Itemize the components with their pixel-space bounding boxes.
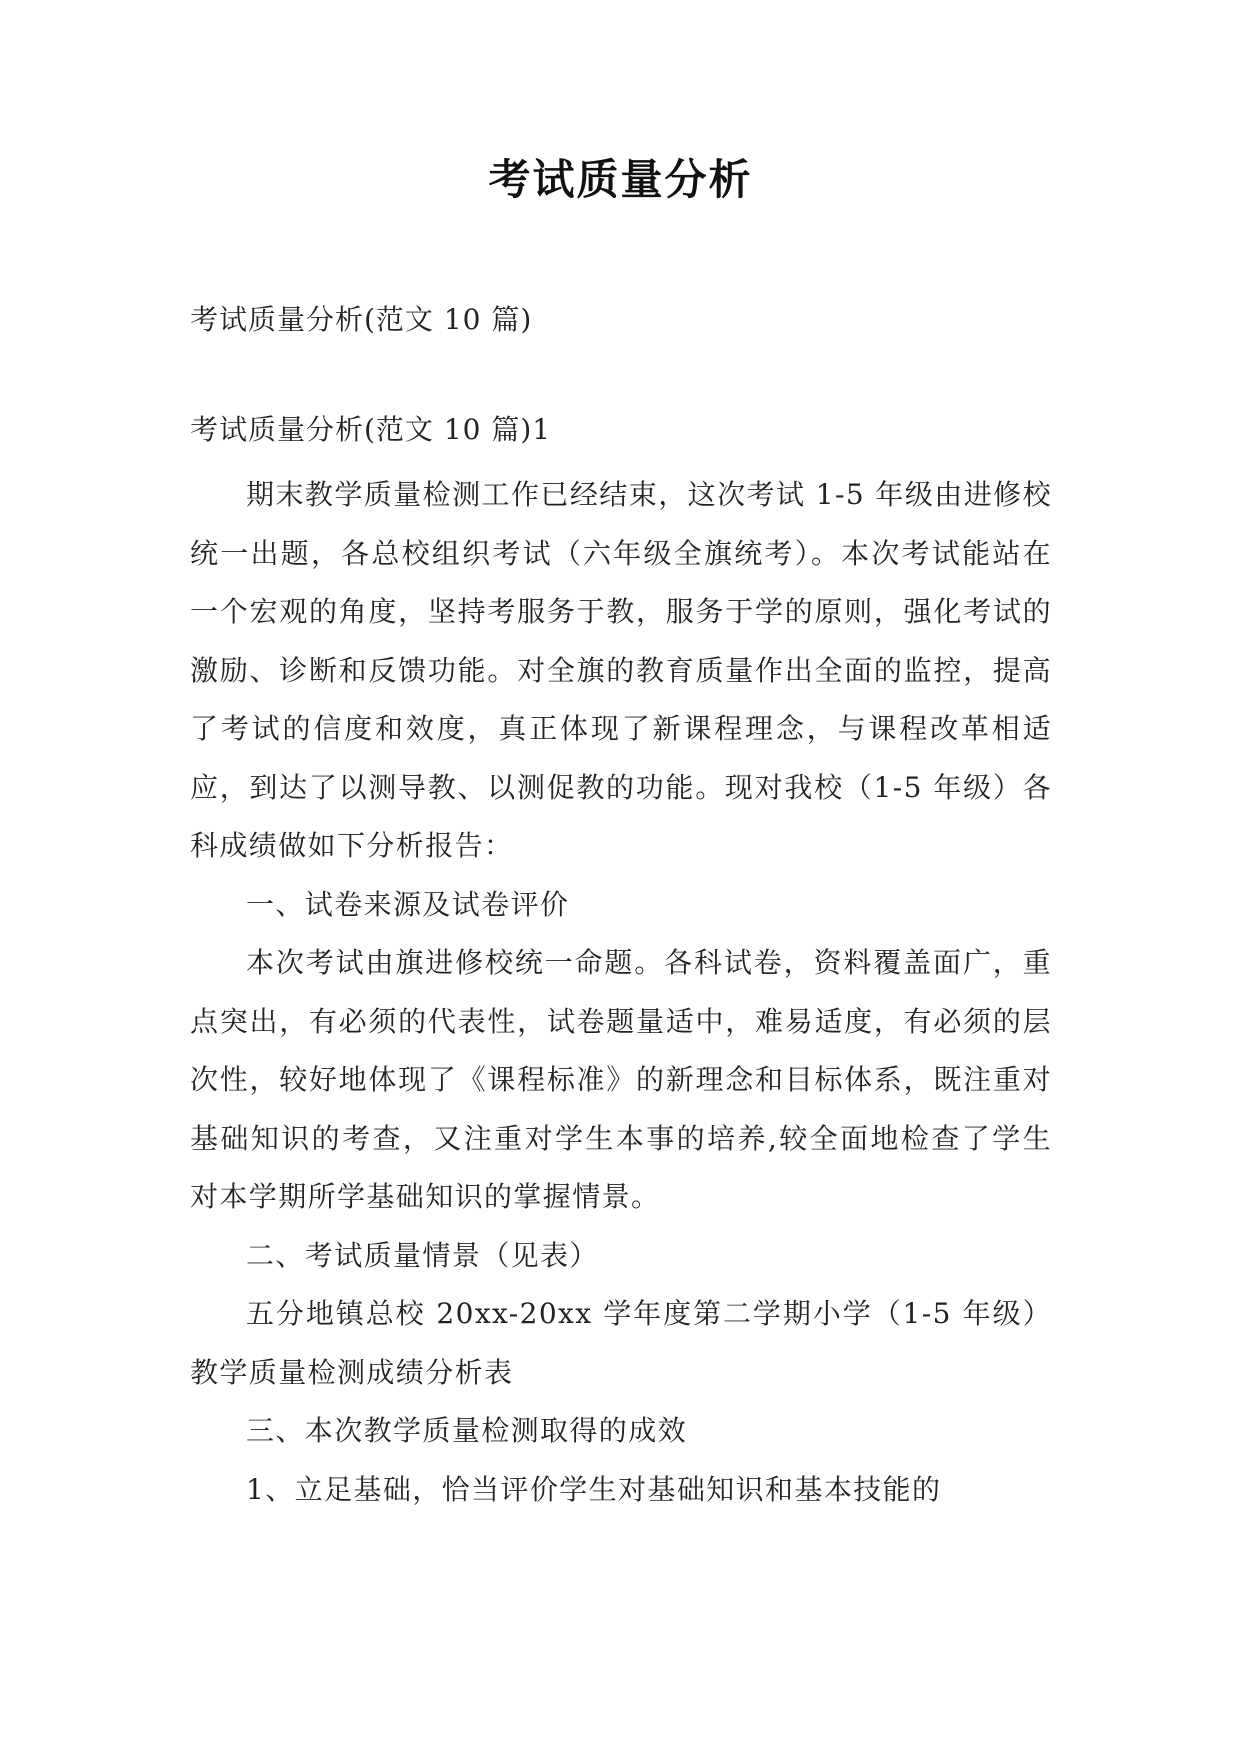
paragraph-paper-evaluation: 本次考试由旗进修校统一命题。各科试卷，资料覆盖面广，重点突出，有必须的代表性，试卷题量适中，难易适度，有必须的层次性，较好地体现了《课程标准》的新理念和目标体系，既注重对基础知识的考查，又注重对学生本事的培养,较全面地检查了学生对本学期所学基础知识的掌握情景。	[190, 946, 1052, 1213]
heading-achievements: 三、本次教学质量检测取得的成效	[246, 1414, 688, 1447]
document-body	[190, 466, 1052, 1519]
heading-exam-quality: 二、考试质量情景（见表）	[246, 1238, 599, 1272]
paragraph-achievement-1: 1、立足基础，恰当评价学生对基础知识和基本技能的	[246, 1472, 942, 1506]
document-subtitle: 考试质量分析(范文 10 篇)	[190, 303, 533, 336]
paragraph-intro: 期末教学质量检测工作已经结束，这次考试 1-5 年级由进修校统一出题，各总校组织考试（六年级全旗统考）。本次考试能站在一个宏观的角度，坚持考服务于教，服务于学的原则，强化考试的激励、诊断和反馈功能。对全旗的教育质量作出全面的监控，提高了考试的信度和效度，真正体现了新课程理念，与课程改革相适应，到达了以测导教、以测促教的功能。现对我校（1-5 年级）各科成绩做如下分析报告：	[190, 478, 1052, 862]
section-heading: 考试质量分析(范文 10 篇)1	[190, 413, 552, 446]
paragraph-table-caption: 五分地镇总校 20xx-20xx 学年度第二学期小学（1-5 年级）教学质量检测成绩分析表	[190, 1297, 1052, 1389]
document-title: 考试质量分析	[488, 155, 753, 204]
heading-paper-source: 一、试卷来源及试卷评价	[246, 887, 570, 921]
